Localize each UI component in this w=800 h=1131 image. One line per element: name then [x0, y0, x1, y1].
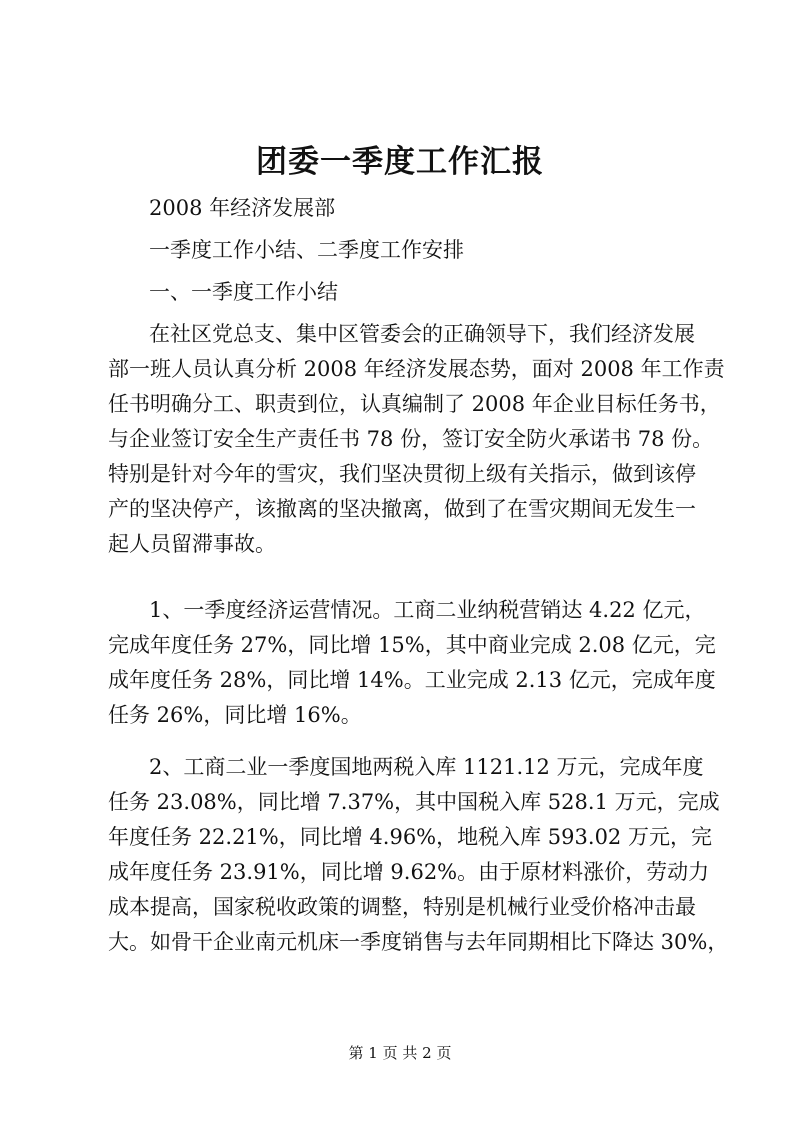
body-line: 起人员留滞事故。 — [108, 532, 276, 556]
body-line: 成年度任务 28%，同比增 14%。工业完成 2.13 亿元，完成年度 — [108, 668, 716, 692]
document-title: 团委一季度工作汇报 — [256, 144, 544, 180]
body-line: 部一班人员认真分析 2008 年经济发展态势，面对 2008 年工作责 — [108, 357, 725, 381]
body-line: 任务 23.08%，同比增 7.37%，其中国税入库 528.1 万元，完成 — [108, 790, 720, 814]
body-line: 2、工商二业一季度国地两税入库 1121.12 万元，完成年度 — [149, 755, 704, 779]
body-line: 1、一季度经济运营情况。工商二业纳税营销达 4.22 亿元， — [149, 598, 706, 622]
body-line: 成年度任务 23.91%，同比增 9.62%。由于原材料涨价，劳动力 — [108, 860, 710, 884]
body-line: 在社区党总支、集中区管委会的正确领导下，我们经济发展 — [149, 322, 695, 346]
department-line: 2008 年经济发展部 — [149, 196, 336, 220]
subtitle-line: 一季度工作小结、二季度工作安排 — [149, 238, 464, 262]
body-line: 完成年度任务 27%，同比增 15%，其中商业完成 2.08 亿元，完 — [108, 633, 716, 657]
page-footer: 第 1 页 共 2 页 — [348, 1044, 452, 1062]
body-line: 产的坚决停产，该撤离的坚决撤离，做到了在雪灾期间无发生一 — [108, 497, 696, 521]
body-line: 大。如骨干企业南元机床一季度销售与去年同期相比下降达 30%， — [108, 930, 729, 954]
body-line: 任书明确分工、职责到位，认真编制了 2008 年企业目标任务书， — [108, 392, 721, 416]
body-line: 特别是针对今年的雪灾，我们坚决贯彻上级有关指示，做到该停 — [108, 462, 696, 486]
body-line: 成本提高，国家税收政策的调整，特别是机械行业受价格冲击最 — [108, 895, 696, 919]
body-line: 任务 26%，同比增 16%。 — [108, 703, 362, 727]
section-heading: 一、一季度工作小结 — [149, 280, 338, 304]
body-line: 与企业签订安全生产责任书 78 份，签订安全防火承诺书 78 份。 — [108, 427, 714, 451]
body-line: 年度任务 22.21%，同比增 4.96%，地税入库 593.02 万元，完 — [108, 825, 712, 849]
